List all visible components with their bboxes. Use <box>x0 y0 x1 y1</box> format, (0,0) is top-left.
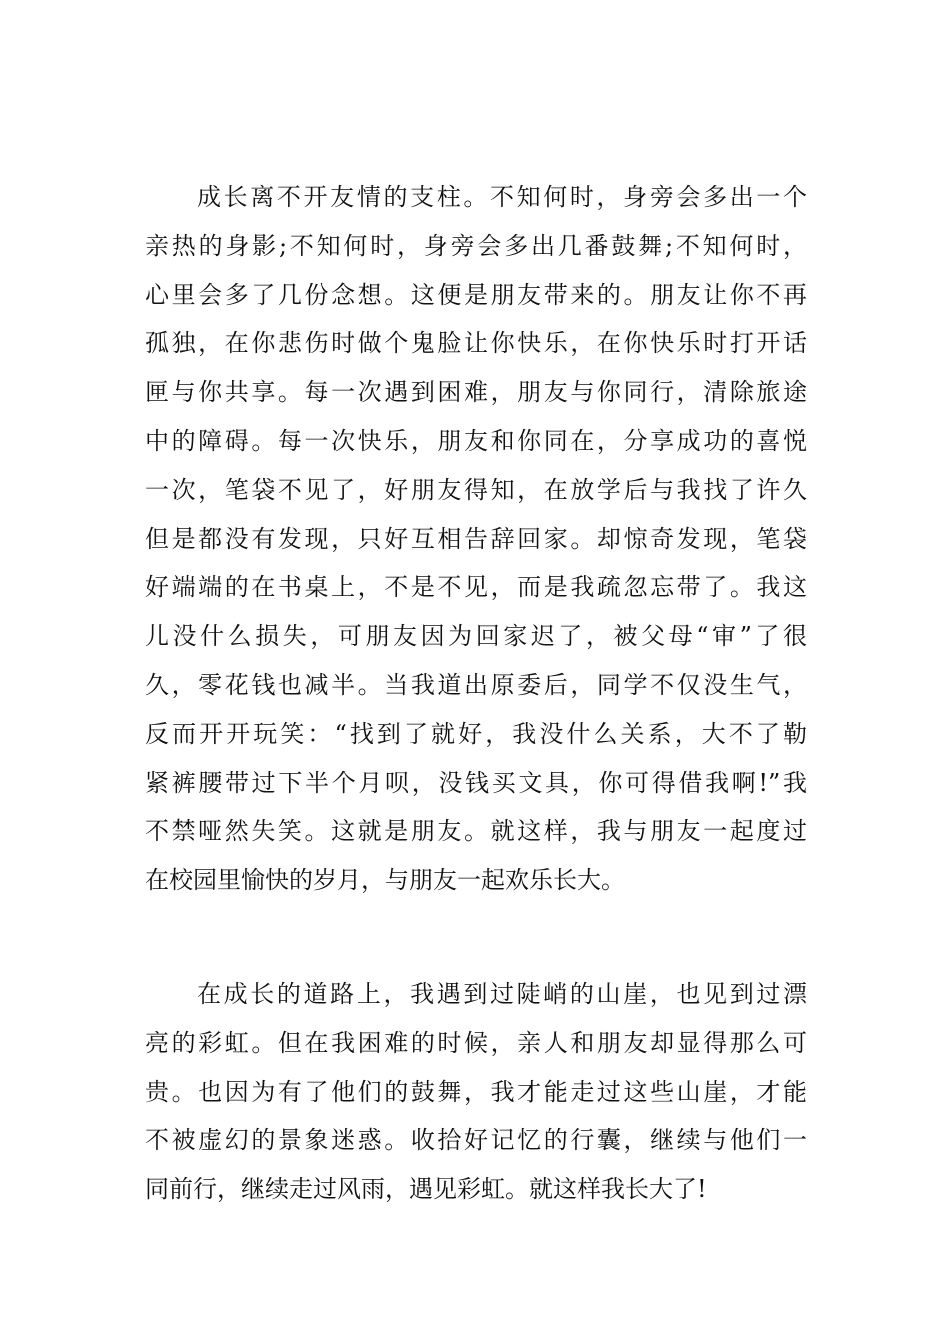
text-line: 中的障碍。每一次快乐，朋友和你同在，分享成功的喜悦 <box>145 426 807 455</box>
text-line: 但是都没有发现，只好互相告辞回家。却惊奇发现，笔袋 <box>145 524 807 553</box>
text-line: 不被虚幻的景象迷惑。收拾好记忆的行囊，继续与他们一 <box>145 1126 807 1155</box>
text-line: 成长离不开友情的支柱。不知何时，身旁会多出一个 <box>197 183 807 211</box>
text-line: 不禁哑然失笑。这就是朋友。就这样，我与朋友一起度过 <box>145 817 807 846</box>
text-line: 反而开开玩笑：“找到了就好，我没什么关系，大不了勒 <box>145 719 807 748</box>
text-line: 在成长的道路上，我遇到过陡峭的山崖，也见到过漂 <box>197 980 807 1008</box>
text-line: 亮的彩虹。但在我困难的时候，亲人和朋友却显得那么可 <box>145 1028 807 1057</box>
text-line: 匣与你共享。每一次遇到困难，朋友与你同行，清除旅途 <box>145 378 807 407</box>
text-line: 紧裤腰带过下半个月呗，没钱买文具，你可得借我啊!”我 <box>145 768 807 797</box>
text-line: 孤独，在你悲伤时做个鬼脸让你快乐，在你快乐时打开话 <box>145 329 807 358</box>
text-line: 贵。也因为有了他们的鼓舞，我才能走过这些山崖，才能 <box>145 1077 807 1106</box>
text-line: 在校园里愉快的岁月，与朋友一起欢乐长大。 <box>145 866 625 895</box>
paragraph-growing-up <box>145 970 807 1214</box>
paragraph-friendship <box>145 173 807 905</box>
text-line: 亲热的身影;不知何时，身旁会多出几番鼓舞;不知何时， <box>145 231 807 260</box>
text-line: 儿没什么损失，可朋友因为回家迟了，被父母“审”了很 <box>145 622 807 651</box>
text-line: 同前行，继续走过风雨，遇见彩虹。就这样我长大了! <box>145 1175 707 1204</box>
text-line: 一次，笔袋不见了，好朋友得知，在放学后与我找了许久 <box>145 475 807 504</box>
text-line: 心里会多了几份念想。这便是朋友带来的。朋友让你不再 <box>145 280 807 309</box>
text-line: 久，零花钱也减半。当我道出原委后，同学不仅没生气， <box>145 670 807 699</box>
text-line: 好端端的在书桌上，不是不见，而是我疏忽忘带了。我这 <box>145 573 807 602</box>
